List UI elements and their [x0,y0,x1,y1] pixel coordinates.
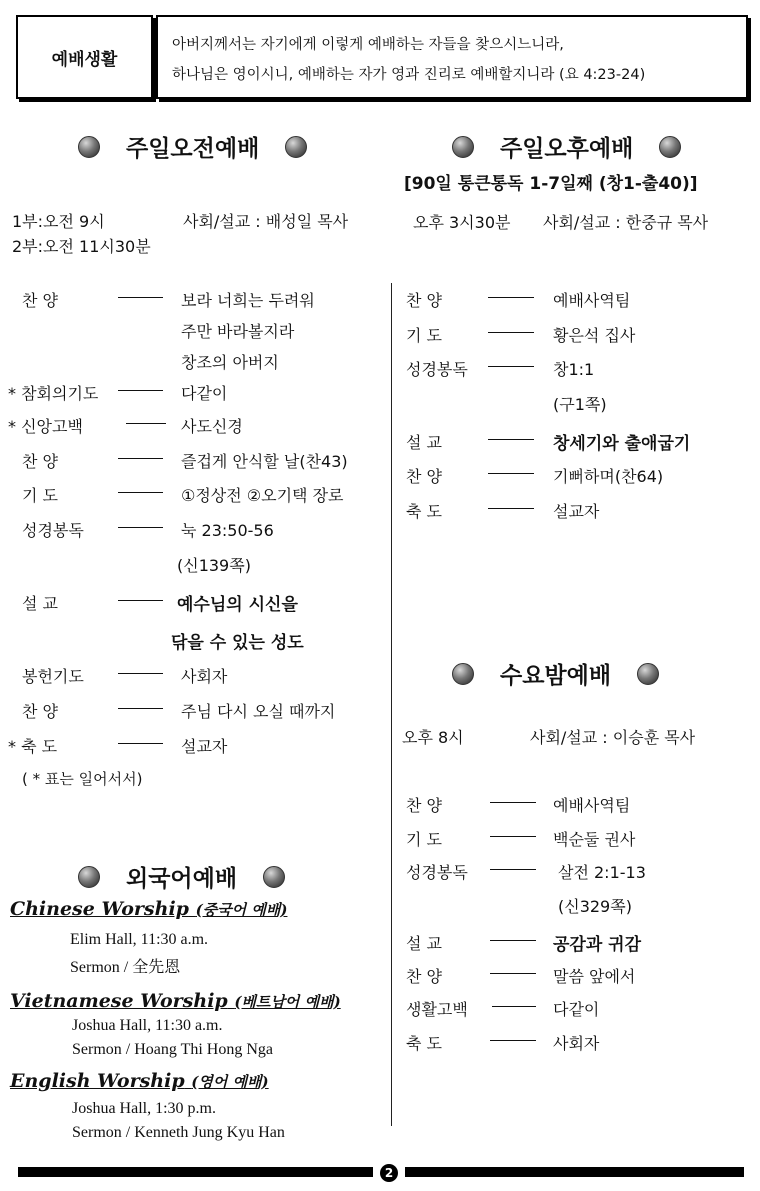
dash-line [490,802,536,803]
order-value: 기뻐하며(찬64) [553,467,664,486]
dash-line [118,297,163,298]
dash-line [490,940,536,941]
afternoon-service-title: 주일오후예배 [452,130,681,163]
dash-line [490,973,536,974]
standing-note: ( * 표는 일어서서) [22,770,143,788]
order-value: 황은석 집사 [553,326,636,345]
wednesday-leader: 사회/설교 : 이승훈 목사 [530,728,696,747]
dash-line [488,366,534,367]
afternoon-time: 오후 3시30분 [413,213,511,232]
wednesday-service-title: 수요밤예배 [452,657,659,690]
category-label: 예배생활 [51,49,118,70]
dash-line [488,332,534,333]
order-value: 말씀 앞에서 [553,967,636,986]
dash-line [488,508,534,509]
footer-rule-right [405,1167,744,1177]
bullet-ball-icon [452,663,474,685]
afternoon-leader: 사회/설교 : 한중규 목사 [543,213,709,232]
order-label: 성경봉독 [406,360,468,379]
order-value: 주님 다시 오실 때까지 [181,702,336,721]
order-value: 예배사역팀 [553,291,631,310]
order-value: 주만 바라볼지라 [181,322,295,341]
english-worship-title: English Worship (영어 예배) [10,1070,269,1092]
dash-line [490,836,536,837]
verse-box [156,15,748,99]
dash-line [118,492,163,493]
dash-line [118,527,163,528]
dash-line [488,439,534,440]
dash-line [492,1006,536,1007]
chinese-worship-title: Chinese Worship (중국어 예배) [10,898,288,920]
order-value: ①정상전 ②오기택 장로 [181,486,344,505]
order-label: 찬 양 [22,291,58,310]
english-sermon: Sermon / Kenneth Jung Kyu Han [72,1124,285,1141]
verse-line-1: 아버지께서는 자기에게 이렇게 예배하는 자들을 찾으시느니라, [172,37,564,53]
bullet-ball-icon [452,136,474,158]
order-label: 찬 양 [22,452,58,471]
dash-line [118,600,163,601]
order-value: (신139쪽) [177,556,251,575]
order-label: * 신앙고백 [8,417,83,436]
order-value: 설교자 [181,737,228,756]
sermon-title: 닦을 수 있는 성도 [171,633,304,653]
order-label: 성경봉독 [406,863,468,882]
chinese-place: Elim Hall, 11:30 a.m. [70,931,209,948]
dash-line [118,390,163,391]
order-value: 백순둘 권사 [553,830,636,849]
dash-line [488,297,534,298]
order-label: 찬 양 [22,702,58,721]
sermon-title: 창세기와 출애굽기 [553,434,691,454]
english-place: Joshua Hall, 1:30 p.m. [72,1100,216,1117]
order-label: 설 교 [406,934,442,953]
dash-line [488,473,534,474]
page-number: 2 [380,1164,398,1182]
order-label: 성경봉독 [22,521,84,540]
order-value: 다같이 [553,1000,600,1019]
vietnamese-worship-title: Vietnamese Worship (베트남어 예배) [10,990,341,1012]
afternoon-subtitle: [90일 통큰통독 1-7일째 (창1-출40)] [404,174,698,194]
sermon-title: 공감과 귀감 [553,935,642,955]
order-label: 생활고백 [406,1000,468,1019]
order-label: 찬 양 [406,967,442,986]
order-label: 기 도 [406,830,442,849]
order-label: * 축 도 [8,737,58,756]
bullet-ball-icon [285,136,307,158]
foreign-service-title: 외국어예배 [78,860,285,893]
order-label: 설 교 [22,594,58,613]
order-value: 설교자 [553,502,600,521]
order-label: 축 도 [406,502,442,521]
order-value: 창1:1 [553,360,595,379]
category-box [16,15,153,99]
order-value: 사회자 [553,1034,600,1053]
order-label: 기 도 [406,326,442,345]
chinese-sermon: Sermon / 全先恩 [70,959,181,976]
order-value: 예배사역팀 [553,796,631,815]
order-label: * 참회의기도 [8,384,99,403]
wednesday-time: 오후 8시 [402,728,464,747]
dash-line [490,869,536,870]
order-label: 봉헌기도 [22,667,84,686]
order-value: (신329쪽) [558,897,632,916]
bullet-ball-icon [659,136,681,158]
order-value: 다같이 [181,384,228,403]
order-label: 축 도 [406,1034,442,1053]
vietnamese-place: Joshua Hall, 11:30 a.m. [72,1017,223,1034]
order-value: 사회자 [181,667,228,686]
order-label: 기 도 [22,486,58,505]
dash-line [126,423,166,424]
order-value: 보라 너희는 두려워 [181,291,315,310]
order-label: 찬 양 [406,796,442,815]
morning-leader: 사회/설교 : 배성일 목사 [183,212,349,231]
footer-rule-left [18,1167,373,1177]
morning-time-2: 2부:오전 11시30분 [12,237,151,256]
order-label: 찬 양 [406,467,442,486]
order-label: 찬 양 [406,291,442,310]
bullet-ball-icon [263,866,285,888]
order-value: 창조의 아버지 [181,353,279,372]
column-divider [391,283,392,1126]
dash-line [118,673,163,674]
order-value: 사도신경 [181,417,243,436]
dash-line [490,1040,536,1041]
order-label: 설 교 [406,433,442,452]
dash-line [118,458,163,459]
dash-line [118,743,163,744]
dash-line [118,708,163,709]
morning-time-1: 1부:오전 9시 [12,212,105,231]
sermon-title: 예수님의 시신을 [177,595,298,615]
morning-service-title: 주일오전예배 [78,130,307,163]
order-value: 살전 2:1-13 [558,863,646,882]
bullet-ball-icon [78,866,100,888]
bullet-ball-icon [637,663,659,685]
vietnamese-sermon: Sermon / Hoang Thi Hong Nga [72,1041,274,1058]
order-value: (구1쪽) [553,395,607,414]
order-value: 눅 23:50-56 [181,521,274,540]
order-value: 즐겁게 안식할 날(찬43) [181,452,348,471]
verse-line-2: 하나님은 영이시니, 예배하는 자가 영과 진리로 예배할지니라 (요 4:23-24) [172,67,646,83]
bullet-ball-icon [78,136,100,158]
